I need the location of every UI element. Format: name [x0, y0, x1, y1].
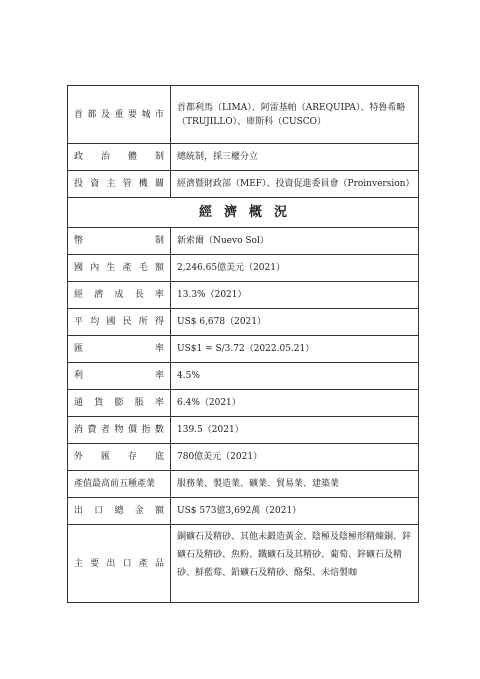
label-char: 所 — [138, 317, 148, 327]
label-char: 成 — [114, 290, 124, 300]
label-char: 都 — [87, 109, 97, 120]
label-char: 產 — [138, 558, 148, 569]
label-char: 口 — [94, 506, 104, 516]
label-char: 出 — [106, 558, 116, 569]
label-char: 數 — [154, 425, 164, 435]
label-char: 主 — [74, 558, 84, 569]
row-label-political-system — [68, 144, 171, 171]
label-char: 要 — [90, 558, 100, 569]
row-value-inflation: 6.4%（2021） — [171, 390, 419, 417]
row-label-currency — [68, 228, 171, 255]
table-row — [68, 498, 419, 525]
row-value-total-exports: US$ 573億3,692萬（2021） — [171, 498, 419, 525]
table-row — [68, 228, 419, 255]
table-row — [68, 171, 419, 198]
label-char: 消 — [74, 425, 84, 435]
country-profile-table — [67, 85, 419, 603]
label-char: 存 — [127, 452, 137, 462]
table-row — [68, 525, 419, 603]
row-label-per-capita-income — [68, 309, 171, 336]
label-char: 額 — [154, 263, 164, 273]
label-char: 產 — [122, 263, 132, 273]
label-char: 經 — [74, 290, 84, 300]
row-value-capital: 首都利馬（LIMA）、阿雷基帕（AREQUIPA）、特魯希略（TRUJILLO）、庫斯科（CUSCO） — [171, 86, 419, 144]
row-value-exchange-rate: US$1 = S/3.72（2022.05.21） — [171, 336, 419, 363]
label-char: 貨 — [94, 398, 104, 408]
label-char: 治 — [100, 152, 110, 162]
row-label-investment-authority — [68, 171, 171, 198]
row-value-political-system: 總統制，採三權分立 — [171, 144, 419, 171]
row-value-investment-authority: 經濟暨財政部（MEF）、投資促進委員會（Proinversion） — [171, 171, 419, 198]
label-char: 口 — [122, 558, 132, 569]
row-value-per-capita-income: US$ 6,678（2021） — [171, 309, 419, 336]
label-char: 及 — [100, 109, 110, 120]
label-char: 者 — [100, 425, 110, 435]
label-char: 率 — [154, 344, 164, 354]
label-char: 主 — [106, 179, 116, 189]
label-char: 毛 — [138, 263, 148, 273]
table-row — [68, 309, 419, 336]
label-char: 金 — [134, 506, 144, 516]
label-char: 額 — [154, 506, 164, 516]
table-row — [68, 363, 419, 390]
label-char: 費 — [87, 425, 97, 435]
table-row — [68, 336, 419, 363]
label-char: 政 — [74, 152, 84, 162]
label-char: 指 — [141, 425, 151, 435]
row-label-main-exports — [68, 525, 171, 603]
table-row — [68, 282, 419, 309]
label-char: 生 — [106, 263, 116, 273]
label-char: 城 — [141, 109, 151, 120]
row-value-top-industries: 服務業、製造業、礦業、貿易業、建築業 — [171, 471, 419, 498]
row-value-cpi: 139.5（2021） — [171, 417, 419, 444]
label-char: 匯 — [74, 344, 84, 354]
row-label-cpi — [68, 417, 171, 444]
label-char: 率 — [154, 398, 164, 408]
label-char: 品 — [154, 558, 164, 569]
table-row — [68, 417, 419, 444]
row-value-gdp: 2,246.65億美元（2021） — [171, 255, 419, 282]
label-char: 脹 — [134, 398, 144, 408]
label-char: 要 — [127, 109, 137, 120]
label-char: 幣 — [74, 236, 84, 246]
table-row — [68, 390, 419, 417]
table-row — [68, 86, 419, 144]
table-row — [68, 255, 419, 282]
label-char: 物 — [114, 425, 124, 435]
label-char: 體 — [127, 152, 137, 162]
label-char: 率 — [154, 371, 164, 381]
label-char: 機 — [138, 179, 148, 189]
label-char: 均 — [90, 317, 100, 327]
table-row — [68, 144, 419, 171]
label-char: 制 — [154, 236, 164, 246]
label-char: 長 — [134, 290, 144, 300]
label-char: 率 — [154, 290, 164, 300]
label-char: 利 — [74, 371, 84, 381]
main-exports-text: 銅礦石及精砂、其他未鍛造黃金、陰極及陰極形精煉銅、鋅礦石及精砂、魚粉、鐵礦石及其精砂、葡萄、鋅礦石及精砂、鮮藍莓、鉛礦石及精砂、酪梨、未焙製咖 — [177, 531, 412, 578]
label-char: 首 — [74, 109, 84, 120]
label-char: 價 — [127, 425, 137, 435]
label-char: 濟 — [94, 290, 104, 300]
row-value-fx-reserves: 780億美元（2021） — [171, 444, 419, 471]
label-char: 重 — [114, 109, 124, 120]
row-label-gdp — [68, 255, 171, 282]
label-char: 民 — [122, 317, 132, 327]
label-char: 市 — [154, 109, 164, 120]
row-label-inflation — [68, 390, 171, 417]
label-char: 膨 — [114, 398, 124, 408]
row-label-growth-rate — [68, 282, 171, 309]
row-value-main-exports — [171, 525, 419, 603]
row-label-total-exports — [68, 498, 171, 525]
label-char: 通 — [74, 398, 84, 408]
row-value-currency: 新索爾（Nuevo Sol） — [171, 228, 419, 255]
section-header-row — [68, 198, 419, 228]
label-char: 國 — [74, 263, 84, 273]
label-char: 出 — [74, 506, 84, 516]
label-char: 國 — [106, 317, 116, 327]
row-value-growth-rate: 13.3%（2021） — [171, 282, 419, 309]
label-char: 資 — [90, 179, 100, 189]
table-row — [68, 444, 419, 471]
section-title: 經濟概況 — [68, 198, 419, 228]
row-label-capital — [68, 86, 171, 144]
table-row — [68, 471, 419, 498]
label-char: 平 — [74, 317, 84, 327]
row-label-interest-rate — [68, 363, 171, 390]
label-char: 外 — [74, 452, 84, 462]
row-value-interest-rate: 4.5% — [171, 363, 419, 390]
label-char: 管 — [122, 179, 132, 189]
label-char: 內 — [90, 263, 100, 273]
label-char: 制 — [154, 152, 164, 162]
row-label-top-industries: 產值最高前五種產業 — [68, 471, 171, 498]
label-char: 得 — [154, 317, 164, 327]
row-label-exchange-rate — [68, 336, 171, 363]
label-char: 總 — [114, 506, 124, 516]
label-char: 底 — [154, 452, 164, 462]
row-label-fx-reserves — [68, 444, 171, 471]
label-char: 投 — [74, 179, 84, 189]
label-char: 匯 — [100, 452, 110, 462]
label-char: 關 — [154, 179, 164, 189]
